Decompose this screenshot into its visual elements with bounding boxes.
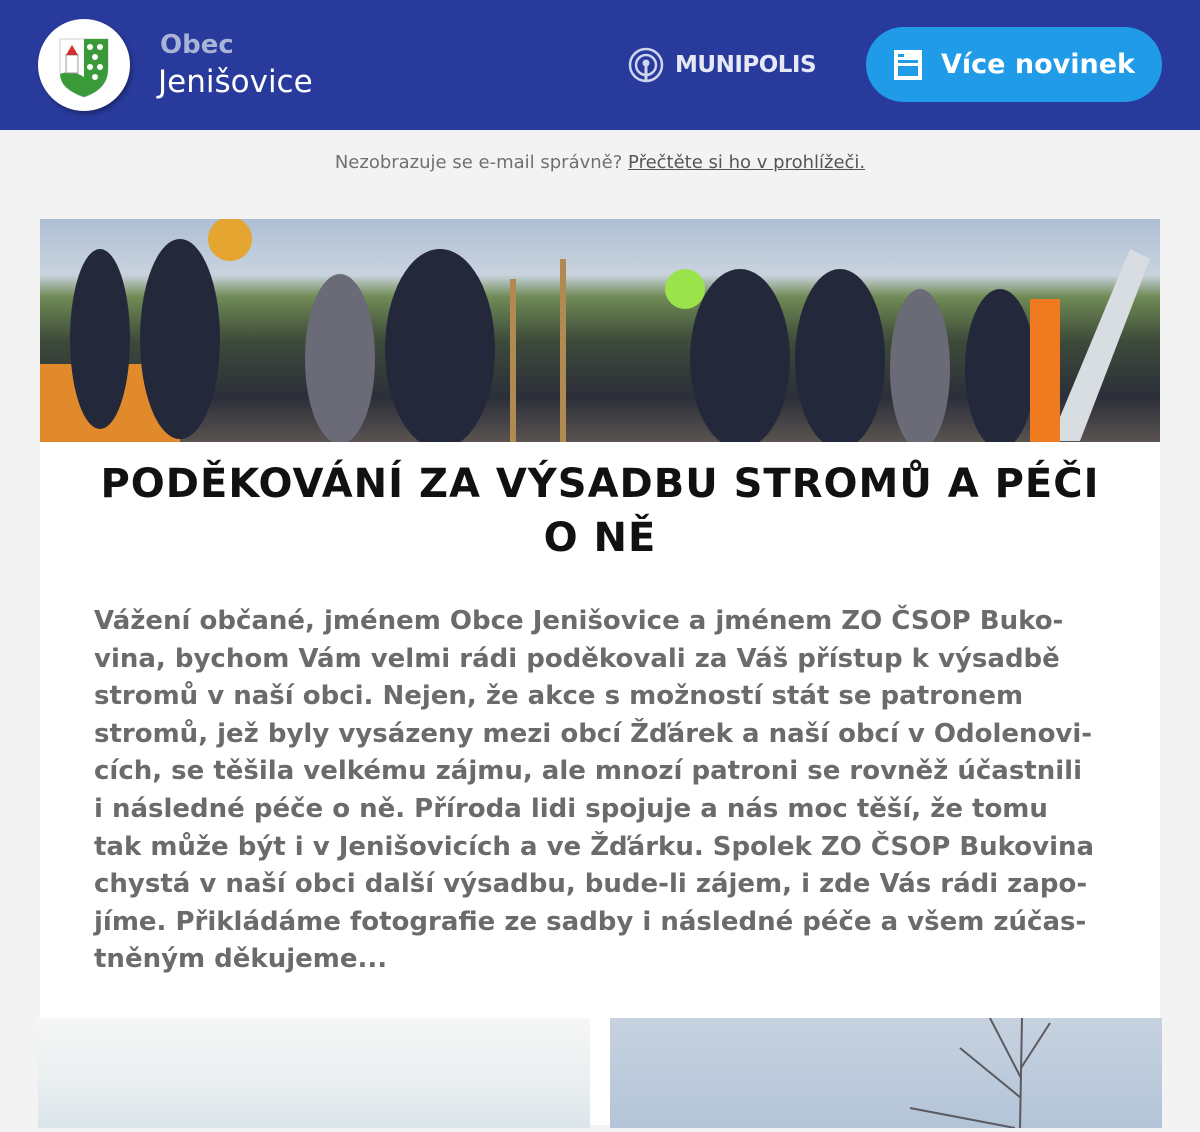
body-line: jíme. Přikládáme fotografie ze sadby i následné péče a všem zúčas- — [94, 906, 1087, 937]
gallery-photo-1[interactable] — [38, 1018, 590, 1128]
newspaper-icon — [893, 49, 923, 81]
more-news-button[interactable] — [866, 27, 1162, 102]
article-title: PODĚKOVÁNÍ ZA VÝSADBU STROMŮ A PÉČI O NĚ — [100, 461, 1100, 561]
view-in-browser-link[interactable]: Přečtěte si ho v prohlížeči. — [628, 152, 866, 173]
body-line: Vážení občané, jménem Obce Jenišovice a jménem ZO ČSOP Buko- — [94, 606, 1064, 636]
coat-of-arms-icon — [38, 19, 130, 111]
body-line: i následné péče o ně. Příroda lidi spojuje a nás moc těší, že tomu — [94, 793, 1048, 824]
body-line: stromů v naší obci. Nejen, že akce s možností stát se patronem — [94, 681, 1024, 712]
munipolis-broadcast-icon — [627, 46, 665, 84]
body-line: chystá v naší obci další výsadbu, bude-li zájem, i zde Vás rádi zapo- — [94, 869, 1088, 900]
header — [0, 0, 1200, 130]
body-line: vina, bychom Vám velmi rádi poděkovali za Váš přístup k výsadbě — [94, 643, 1060, 674]
notice-text: Nezobrazuje se e-mail správně? — [334, 152, 623, 173]
brand-name: Jenišovice — [158, 64, 313, 100]
munipolis-label: MUNIPOLIS — [675, 52, 817, 78]
body-line: stromů, jež byly vysázeny mezi obcí Žďárek a naší obcí v Odolenovi- — [94, 718, 1093, 749]
body-line: tněným děkujeme... — [94, 944, 388, 975]
brand-prefix: Obec — [160, 30, 234, 60]
munipolis-logo[interactable] — [627, 46, 816, 84]
article-hero-image[interactable] — [40, 219, 1160, 442]
tree-branches-photo — [610, 1018, 1162, 1128]
body-line: cích, se těšila velkému zájmu, ale mnozí patroni se rovněž účastnili — [94, 756, 1082, 787]
tree-planting-photo — [40, 219, 1160, 442]
municipality-logo[interactable] — [38, 19, 130, 111]
article-body — [94, 603, 1124, 979]
gallery-photo-2[interactable] — [610, 1018, 1162, 1128]
more-news-label: Více novinek — [941, 49, 1135, 80]
article-card — [40, 219, 1160, 1125]
browser-view-notice — [0, 152, 1200, 173]
body-line: tak může být i v Jenišovicích a ve Žďárku. Spolek ZO ČSOP Bukovina — [94, 831, 1095, 862]
